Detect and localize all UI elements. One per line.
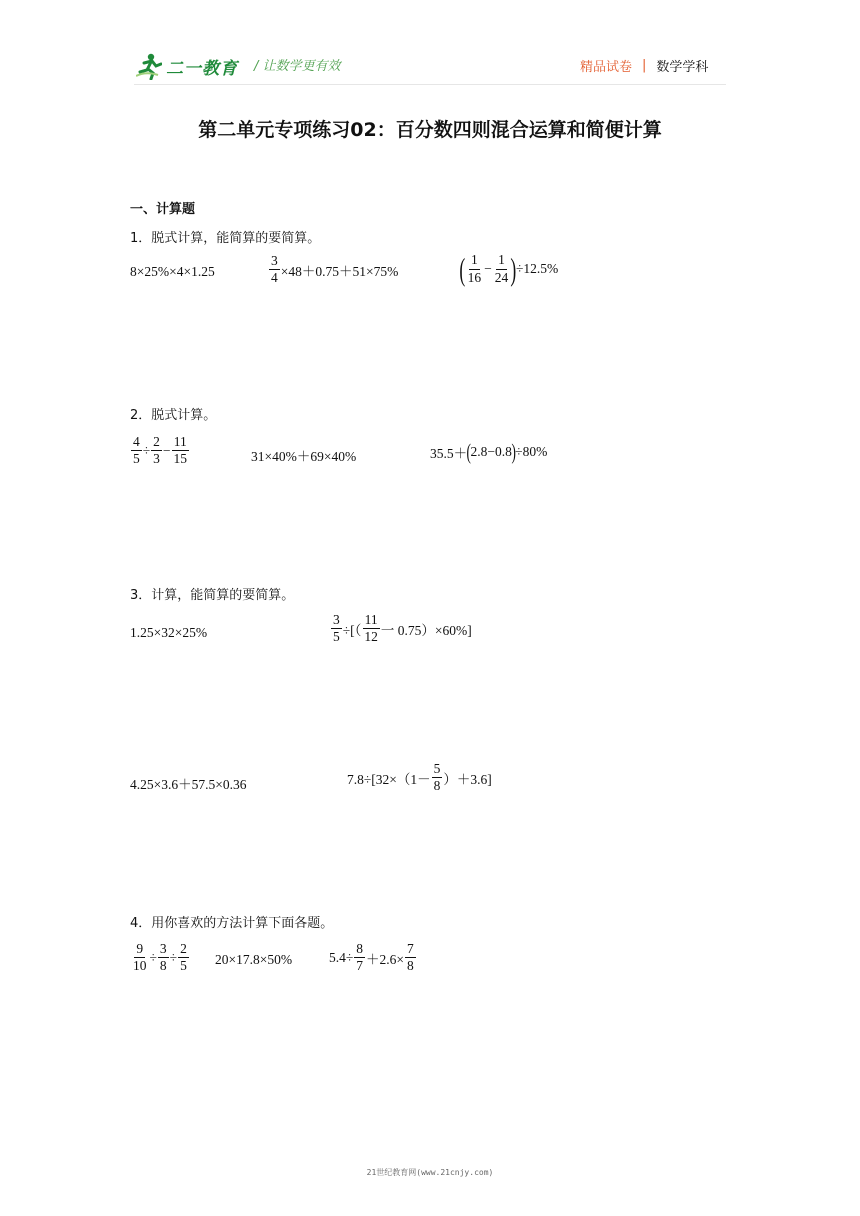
question-3-label: 3．计算，能简算的要简算。 <box>130 588 295 603</box>
fraction: $\frac{11}{12}$ <box>364 612 378 645</box>
logo-text: 二一教育 <box>166 58 238 79</box>
header-separator: | <box>642 58 647 73</box>
q3-expr-1: 1.25×32×25% <box>130 625 208 640</box>
q4-expr-3: 5.4÷ $\frac{8}{7}$ ＋2.6× $\frac{7}{8}$ <box>329 941 414 974</box>
subject-label: 数学学科 <box>656 60 709 75</box>
q3-expr-4: 7.8÷[32×（1－ $\frac{5}{8}$ ）＋3.6] <box>347 761 492 794</box>
question-4-label: 4．用你喜欢的方法计算下面各题。 <box>130 916 334 931</box>
header-right <box>580 56 708 75</box>
fraction: $\frac{1}{16}$ <box>467 252 482 285</box>
question-2-label: 2．脱式计算。 <box>130 408 217 423</box>
fraction: $\frac{3}{8}$ <box>159 941 167 974</box>
right-paren: ) <box>511 439 516 464</box>
left-paren: ( <box>459 251 466 287</box>
page-footer: 21世纪教育网(www.21cnjy.com) <box>366 1168 494 1177</box>
q2-expr-1: $\frac{4}{5}$ ÷ $\frac{2}{3}$ − $\frac{11}{15}$ <box>133 434 188 467</box>
q1-expr-2: $\frac{3}{4}$ ×48＋0.75＋51×75% <box>271 253 399 286</box>
q3-expr-2: $\frac{3}{5}$ ÷[（ $\frac{11}{12}$ 一 0.75）×60%] <box>333 612 472 645</box>
fraction: $\frac{3}{4}$ <box>271 253 278 286</box>
fraction: $\frac{3}{5}$ <box>333 612 340 645</box>
slogan: / 让数学更有效 <box>254 59 341 74</box>
q4-expr-2: 20×17.8×50% <box>215 952 293 967</box>
fraction: $\frac{2}{5}$ <box>180 941 187 974</box>
header-divider <box>134 84 726 85</box>
runner-logo-icon <box>136 52 162 80</box>
fraction: $\frac{2}{3}$ <box>153 434 160 467</box>
brand-logo <box>136 50 238 82</box>
fraction: $\frac{1}{24}$ <box>494 252 509 285</box>
fraction: $\frac{5}{8}$ <box>433 761 441 794</box>
right-paren: ) <box>510 251 517 287</box>
fraction: $\frac{4}{5}$ <box>133 434 140 467</box>
fraction: $\frac{11}{15}$ <box>173 434 188 467</box>
q3-expr-3: 4.25×3.6＋57.5×0.36 <box>130 777 247 792</box>
left-paren: ( <box>466 439 471 464</box>
section-heading: 一、计算题 <box>130 202 196 217</box>
question-1-label: 1．脱式计算，能简算的要简算。 <box>130 231 321 246</box>
page-title: 第二单元专项练习02：百分数四则混合运算和简便计算 <box>198 119 662 141</box>
premium-label: 精品试卷 <box>580 60 633 75</box>
q4-expr-1: $\frac{9}{10}$ ÷ $\frac{3}{8}$ ÷ $\frac{2}{5}$ <box>133 941 187 974</box>
q1-expr-3: ( $\frac{1}{16}$ − $\frac{1}{24}$ ) ÷12.5% <box>459 251 559 287</box>
q2-expr-3: 35.5＋ ( 2.8−0.8 ) ÷80% <box>430 439 548 464</box>
q2-expr-2: 31×40%＋69×40% <box>251 449 357 464</box>
fraction: $\frac{8}{7}$ <box>356 941 364 974</box>
fraction: $\frac{7}{8}$ <box>407 941 414 974</box>
q1-expr-1: 8×25%×4×1.25 <box>130 264 215 279</box>
fraction: $\frac{9}{10}$ <box>133 941 147 974</box>
